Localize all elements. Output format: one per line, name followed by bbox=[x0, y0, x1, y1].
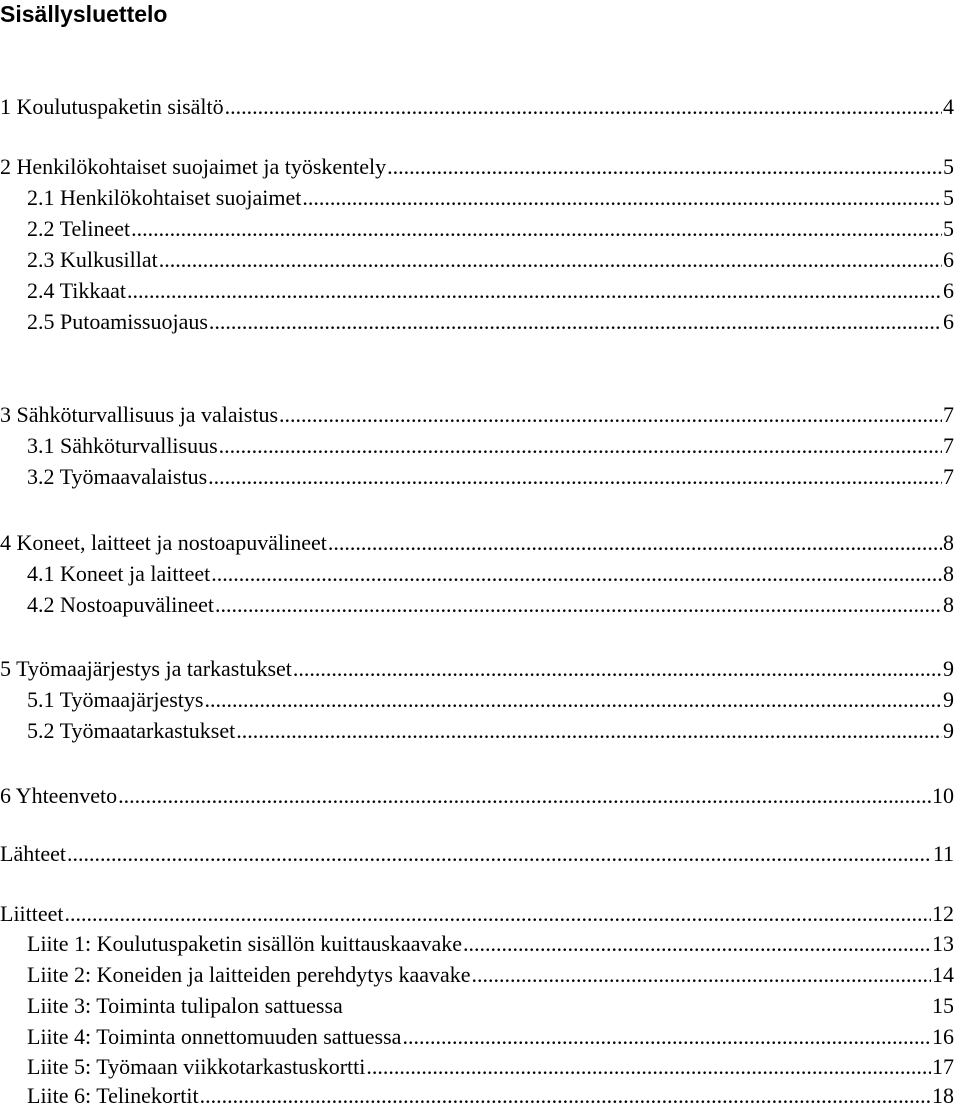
toc-leader-dots bbox=[225, 92, 942, 122]
toc-page-number: 4 bbox=[943, 94, 954, 119]
toc-page-number: 7 bbox=[943, 402, 954, 427]
toc-leader-dots bbox=[131, 214, 942, 244]
toc-page-number: 14 bbox=[932, 962, 954, 987]
toc-leader-dots bbox=[208, 462, 942, 492]
toc-entry-label: Liite 5: Työmaan viikkotarkastuskortti bbox=[27, 1054, 366, 1079]
toc-page-number: 6 bbox=[943, 247, 954, 272]
toc-leader-dots bbox=[328, 528, 942, 558]
toc-entry-label: Liite 2: Koneiden ja laitteiden perehdytys kaavake bbox=[27, 962, 471, 987]
toc-page-number: 5 bbox=[943, 185, 954, 210]
toc-page-number: 7 bbox=[943, 464, 954, 489]
toc-leader-dots bbox=[215, 590, 942, 620]
toc-entry-koneet-laitteet-ja-nostoapuvalineet[interactable] bbox=[0, 528, 954, 558]
toc-page-number: 5 bbox=[943, 216, 954, 241]
toc-entry-label: 2 Henkilökohtaiset suojaimet ja työskentely bbox=[0, 154, 387, 179]
toc-entry-nostoapuvalineet[interactable] bbox=[0, 590, 954, 620]
toc-page-number: 7 bbox=[943, 433, 954, 458]
toc-leader-dots bbox=[236, 716, 942, 746]
toc-leader-dots bbox=[127, 276, 942, 306]
toc-page-number: 6 bbox=[943, 309, 954, 334]
toc-page-number: 5 bbox=[943, 154, 954, 179]
toc-page-number: 6 bbox=[943, 278, 954, 303]
toc-page-number: 16 bbox=[932, 1024, 954, 1049]
toc-entry-sahkoturvallisuus-ja-valaistus[interactable] bbox=[0, 400, 954, 430]
toc-entry-label: 3.2 Työmaavalaistus bbox=[27, 464, 208, 489]
toc-page-number: 8 bbox=[943, 561, 954, 586]
toc-entry-liite-6[interactable] bbox=[0, 1081, 954, 1111]
toc-leader-dots bbox=[387, 152, 942, 182]
toc-leader-dots bbox=[293, 654, 942, 684]
toc-entry-label: 4.2 Nostoapuvälineet bbox=[27, 592, 214, 617]
toc-page-number: 11 bbox=[932, 841, 954, 866]
toc-page-number: 18 bbox=[932, 1083, 954, 1108]
toc-entry-henkilokohtaiset-suojaimet-ja-tyoskentely[interactable] bbox=[0, 152, 954, 182]
toc-leader-dots bbox=[463, 929, 931, 959]
toc-entry-label: Lähteet bbox=[0, 841, 66, 866]
toc-entry-tyomaajarjestys[interactable] bbox=[0, 685, 954, 715]
toc-page-number: 12 bbox=[932, 901, 954, 926]
toc-entry-label: Liite 4: Toiminta onnettomuuden sattuessa bbox=[27, 1024, 402, 1049]
toc-leader-dots bbox=[402, 1022, 931, 1052]
toc-entry-label: 2.3 Kulkusillat bbox=[27, 247, 158, 272]
toc-leader-dots bbox=[65, 899, 931, 929]
toc-entry-putoamissuojaus[interactable] bbox=[0, 307, 954, 337]
toc-entry-koneet-ja-laitteet[interactable] bbox=[0, 559, 954, 589]
toc-entry-liite-3[interactable] bbox=[0, 991, 954, 1021]
toc-entry-label: Liite 1: Koulutuspaketin sisällön kuittauskaavake bbox=[27, 931, 463, 956]
toc-entry-label: 5.1 Työmaajärjestys bbox=[27, 687, 204, 712]
toc-entry-liite-2[interactable] bbox=[0, 960, 954, 990]
toc-entry-label: 2.2 Telineet bbox=[27, 216, 131, 241]
toc-leader-dots bbox=[472, 960, 931, 990]
toc-page-number: 9 bbox=[943, 656, 954, 681]
toc-entry-label: 1 Koulutuspaketin sisältö bbox=[0, 94, 224, 119]
toc-entry-liite-1[interactable] bbox=[0, 929, 954, 959]
toc-leader-dots bbox=[302, 183, 942, 213]
toc-entry-telineet[interactable] bbox=[0, 214, 954, 244]
toc-entry-tikkaat[interactable] bbox=[0, 276, 954, 306]
toc-entry-label: 3 Sähköturvallisuus ja valaistus bbox=[0, 402, 279, 427]
toc-entry-liite-5[interactable] bbox=[0, 1052, 954, 1082]
toc-leader-dots bbox=[219, 431, 942, 461]
toc-entry-label: 5 Työmaajärjestys ja tarkastukset bbox=[0, 656, 292, 681]
toc-entry-label: 2.1 Henkilökohtaiset suojaimet bbox=[27, 185, 302, 210]
toc-entry-label: Liitteet bbox=[0, 901, 64, 926]
toc-entry-henkilokohtaiset-suojaimet[interactable] bbox=[0, 183, 954, 213]
toc-leader-dots bbox=[159, 245, 942, 275]
toc-entry-label: 2.4 Tikkaat bbox=[27, 278, 127, 303]
toc-entry-label: Liite 3: Toiminta tulipalon sattuessa bbox=[27, 993, 343, 1018]
toc-entry-liitteet[interactable] bbox=[0, 899, 954, 929]
toc-entry-tyomaavalaistus[interactable] bbox=[0, 462, 954, 492]
toc-leader-dots bbox=[200, 1081, 931, 1111]
toc-leader-dots bbox=[209, 307, 942, 337]
toc-entry-lahteet[interactable] bbox=[0, 839, 954, 869]
toc-leader-dots bbox=[118, 781, 931, 811]
toc-entry-sahkoturvallisuus[interactable] bbox=[0, 431, 954, 461]
toc-page-number: 8 bbox=[943, 592, 954, 617]
toc-leader-dots bbox=[211, 559, 942, 589]
toc-page-number: 15 bbox=[932, 993, 954, 1018]
toc-leader-dots bbox=[279, 400, 942, 430]
toc-entry-label: Liite 6: Telinekortit bbox=[27, 1083, 199, 1108]
toc-page-number: 9 bbox=[943, 718, 954, 743]
toc-entry-tyomaatarkastukset[interactable] bbox=[0, 716, 954, 746]
toc-page-number: 13 bbox=[932, 931, 954, 956]
toc-entry-label: 2.5 Putoamissuojaus bbox=[27, 309, 208, 334]
toc-entry-koulutuspaketin-sisalto[interactable] bbox=[0, 92, 954, 122]
toc-leader-dots bbox=[204, 685, 942, 715]
toc-page-number: 17 bbox=[932, 1054, 954, 1079]
page-title: Sisällysluettelo bbox=[0, 1, 168, 27]
toc-entry-label: 4 Koneet, laitteet ja nostoapuvälineet bbox=[0, 530, 327, 555]
toc-page-number: 10 bbox=[932, 783, 954, 808]
toc-entry-tyomaajarjestys-ja-tarkastukset[interactable] bbox=[0, 654, 954, 684]
toc-entry-kulkusillat[interactable] bbox=[0, 245, 954, 275]
toc-leader-dots bbox=[67, 839, 932, 869]
toc-entry-label: 3.1 Sähköturvallisuus bbox=[27, 433, 218, 458]
toc-page-number: 8 bbox=[943, 530, 954, 555]
toc-leader-dots bbox=[366, 1052, 931, 1082]
toc-entry-yhteenveto[interactable] bbox=[0, 781, 954, 811]
toc-page-number: 9 bbox=[943, 687, 954, 712]
toc-entry-label: 5.2 Työmaatarkastukset bbox=[27, 718, 236, 743]
toc-entry-liite-4[interactable] bbox=[0, 1022, 954, 1052]
toc-entry-label: 4.1 Koneet ja laitteet bbox=[27, 561, 211, 586]
toc-entry-label: 6 Yhteenveto bbox=[0, 783, 118, 808]
